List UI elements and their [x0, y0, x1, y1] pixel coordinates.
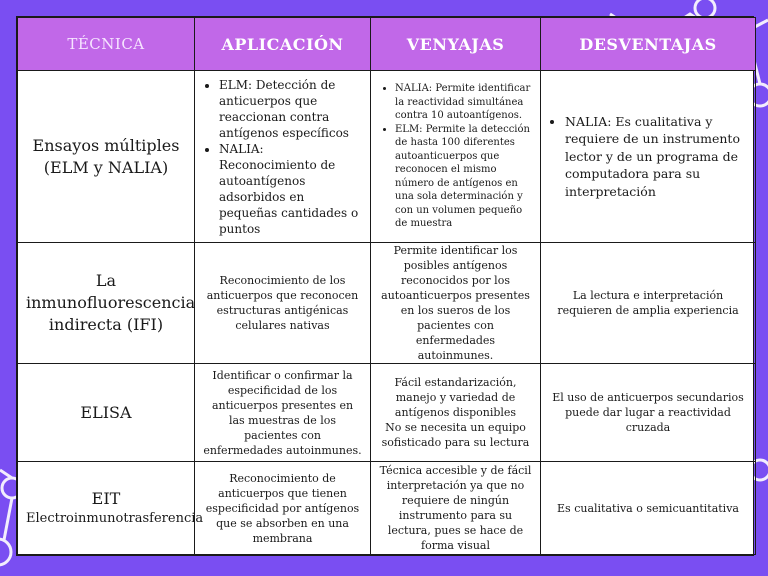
tecnica-cell: ELISA	[18, 364, 195, 462]
aplicacion-cell: Identificar o confirmar la especificidad de los anticuerpos presentes en las muestras de los pacientes con enfermedades autoinmunes.	[195, 364, 371, 462]
ventajas-cell	[371, 364, 541, 462]
aplicacion-cell: Reconocimiento de anticuerpos que tienen especificidad por antígenos que se absorben en una membrana	[195, 462, 371, 555]
ventajas-cell: Permite identificar los posibles antígenos reconocidos por los autoanticuerpos presentes en los sueros de los pacientes con enfermedades autoinmunes.	[371, 243, 541, 364]
list-item: • NALIA: Es cualitativa y requiere de un instrumento lector y de un programa de computadora para su interpretación	[565, 113, 747, 201]
tecnica-cell	[18, 462, 204, 555]
aplicacion-cell: Reconocimiento de los anticuerpos que reconocen estructuras antigénicas celulares nativas	[195, 243, 371, 364]
list-item: • NALIA: Reconocimiento de autoantígenos adsorbidos en pequeñas cantidades o puntos	[219, 141, 362, 237]
ventajas-cell: Técnica accesible y de fácil interpretación ya que no requiere de ningún instrumento para su lectura, pues se hace de forma visual	[371, 462, 541, 555]
ventajas-text: Fácil estandarización, manejo y variedad de antígenos disponibles	[394, 376, 517, 419]
header-aplicacion: APLICACIÓN	[195, 18, 371, 71]
list-item: • ELM: Detección de anticuerpos que reaccionan contra antígenos específicos	[219, 77, 362, 141]
desventajas-cell	[541, 71, 756, 243]
table-row	[18, 243, 756, 364]
ventajas-cell	[371, 71, 541, 243]
tecnica-subtitle: Electroinmunotrasferencia	[26, 511, 204, 526]
list-item: • NALIA: Permite identificar la reactividad simultánea contra 10 autoantígenos.	[395, 82, 532, 123]
desventajas-cell: La lectura e interpretación requieren de amplia experiencia	[541, 243, 756, 364]
techniques-table	[17, 17, 756, 555]
header-tecnica: TÉCNICA	[18, 18, 195, 71]
header-desventajas: DESVENTAJAS	[541, 18, 756, 71]
tecnica-cell: La inmunofluorescencia indirecta (IFI)	[18, 243, 195, 364]
desventajas-cell: El uso de anticuerpos secundarios puede dar lugar a reactividad cruzada	[541, 364, 756, 462]
header-ventajas: VENYAJAS	[371, 18, 541, 71]
table-row	[18, 462, 756, 555]
tecnica-cell: Ensayos múltiples (ELM y NALIA)	[18, 71, 195, 243]
list-item: • ELM: Permite la detección de hasta 100 diferentes autoanticuerpos que reconocen el mismo número de antígenos en una sola determinación y con un volumen pequeño de muestra	[395, 123, 532, 231]
header-row	[18, 18, 756, 71]
table-row	[18, 364, 756, 462]
aplicacion-cell	[195, 71, 371, 243]
tecnica-title: EIT	[91, 489, 121, 508]
desventajas-cell: Es cualitativa o semicuantitativa	[541, 462, 756, 555]
ventajas-text: No se necesita un equipo sofisticado para su lectura	[381, 421, 530, 449]
table-row	[18, 71, 756, 243]
techniques-table-container	[16, 16, 754, 556]
